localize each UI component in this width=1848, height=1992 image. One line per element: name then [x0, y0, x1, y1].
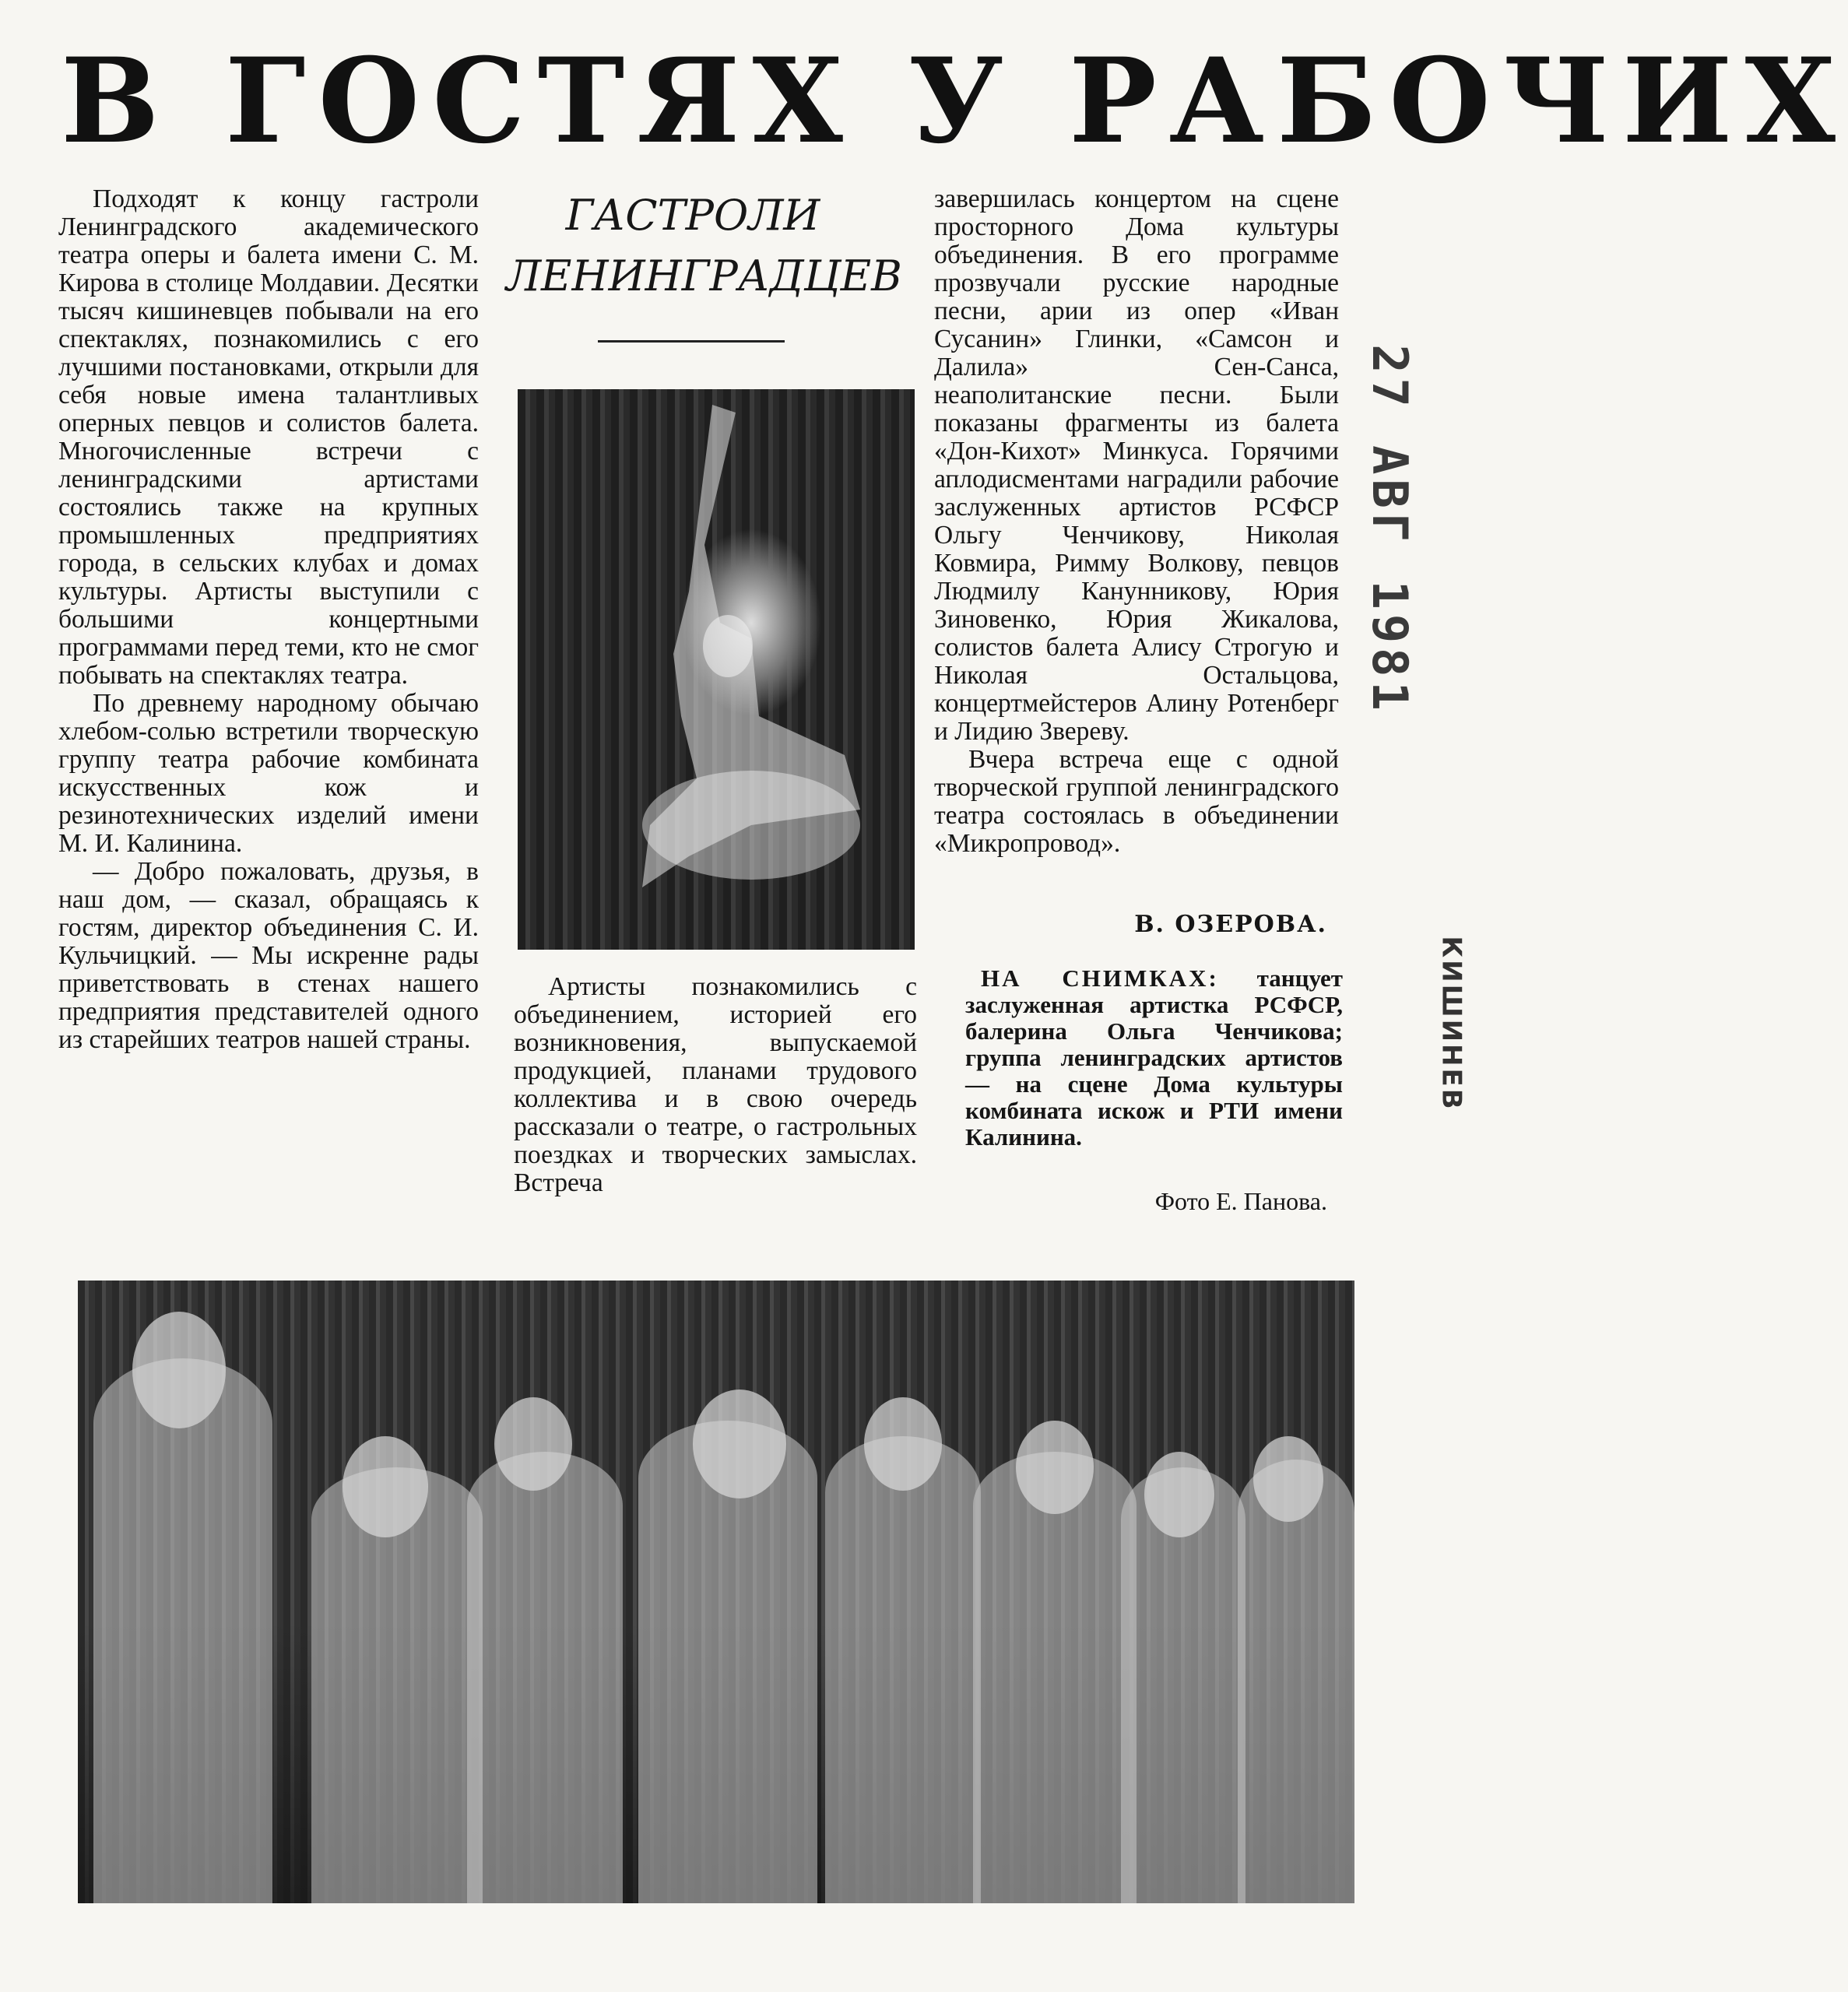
person-head [1144, 1452, 1214, 1537]
date-stamp-text: 27 АВГ 1981 [1361, 343, 1418, 715]
person-head [343, 1436, 428, 1537]
person-head [864, 1397, 942, 1491]
person-head [693, 1389, 786, 1498]
paragraph: — Добро пожаловать, друзья, в наш дом, — сказал, обращаясь к гостям, директор объединения С. И. Кульчицкий. — Мы искренне рады приветствовать в стенах нашего предприятия представителей одного из старейших театров нашей страны. [58, 857, 479, 1054]
divider [598, 340, 785, 343]
ballet-photo [518, 389, 915, 950]
photo-caption [965, 965, 1343, 1160]
subtitle-line: ГАСТРОЛИ [565, 191, 820, 240]
person-figure [93, 1358, 272, 1903]
person-figure [825, 1436, 981, 1903]
date-stamp [1358, 343, 1421, 715]
person-head [1253, 1436, 1323, 1522]
paragraph: Артисты познакомились с объединением, историей его возникновения, выпускаемой продукцией, планами трудового коллектива и в свою очередь рассказали о театре, о гастрольных поездках и творческих замыслах. Встреча [514, 972, 917, 1197]
caption-lead: НА СНИМКАХ: [981, 964, 1219, 992]
article-column-middle [514, 973, 917, 1222]
photo-credit: Фото Е. Панова. [1154, 1187, 1327, 1215]
article-column-left [58, 185, 479, 1221]
group-photo [78, 1281, 1354, 1903]
city-stamp [1428, 856, 1475, 1191]
paragraph: Подходят к концу гастроли Ленинградского академического театра оперы и балета имени С. М. Кирова в столице Молдавии. Десятки тысяч кишиневцев побывали на его спектаклях, познакомились с его лучшими постановками, открыли для себя новые имена талантливых оперных певцов и солистов балета. Многочисленные встречи с ленинградскими артистами состоялись также на крупных промышленных предприятиях города, в сельских клубах и домах культуры. Артисты выступили с большими концертными программами перед теми, кто не смог побывать на спектаклях театра. [58, 184, 479, 690]
person-figure [973, 1452, 1137, 1903]
paragraph: По древнему народному обычаю хлебом-солью встретили творческую группу театра рабочие комбината искусственных кож и резинотехнических изделий имени М. И. Калинина. [58, 689, 479, 858]
paragraph: Вчера встреча еще с одной творческой группой ленинградского театра состоялась в объединении «Микропровод». [934, 745, 1339, 858]
paragraph: завершилась концертом на сцене просторного Дома культуры объединения. В его программе прозвучали русские народные песни, арии из опер «Иван Сусанин» Глинки, «Самсон и Далила» Сен-Санса, неаполитанские песни. Были показаны фрагменты из балета «Дон-Кихот» Минкуса. Горячими аплодисментами наградили рабочие заслуженных артистов РСФСР Ольгу Ченчикову, Николая Ковмира, Римму Волкову, певцов Людмилу Канунникову, Юрия Зиновенко, Юрия Жикалова, солистов балета Алису Строгую и Николая Остальцова, концертмейстеров Алину Ротенберг и Лидию Звереву. [934, 184, 1339, 746]
author-signature: В. ОЗЕРОВА. [1134, 911, 1327, 938]
person-head [494, 1397, 572, 1491]
person-figure [467, 1452, 623, 1903]
person-head [132, 1312, 226, 1428]
person-figure [1238, 1460, 1354, 1903]
headline: В ГОСТЯХ У РАБОЧИХ [61, 33, 1848, 170]
ballerina-silhouette-icon [518, 389, 915, 950]
section-subtitle [506, 185, 902, 341]
city-stamp-text: КИШИНЕВ [1436, 936, 1467, 1112]
article-column-right [934, 185, 1339, 964]
caption-text: танцует заслуженная артистка РСФСР, балерина Ольга Ченчикова; группа ленинградских артистов — на сцене Дома культуры комбината искож и РТИ имени Калинина. [965, 964, 1344, 1151]
subtitle-line: ЛЕНИНГРАДЦЕВ [506, 251, 902, 300]
person-head [1016, 1421, 1094, 1514]
